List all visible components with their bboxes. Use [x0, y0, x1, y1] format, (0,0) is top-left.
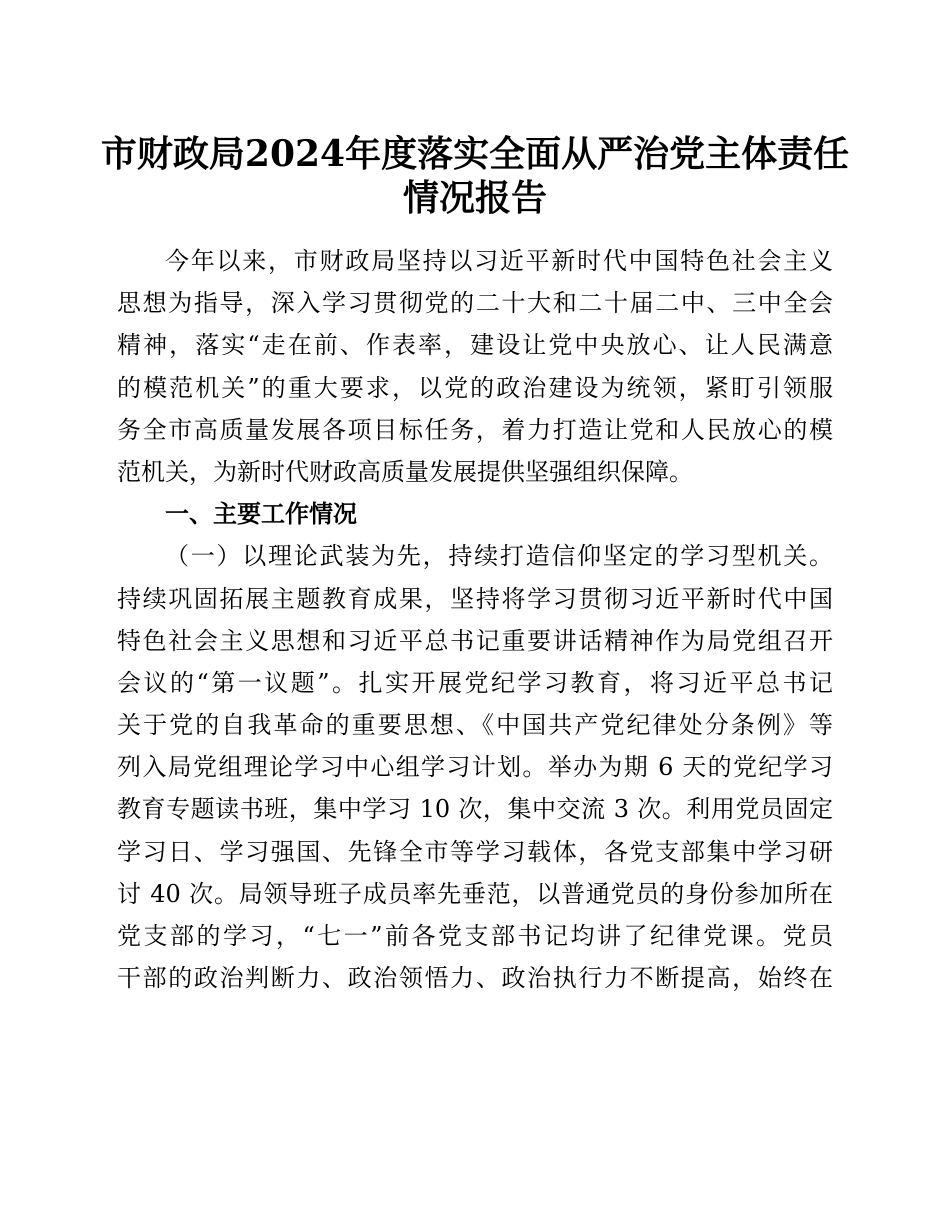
body-line: 会议的“第一议题”。扎实开展党纪学习教育，将习近平总书记 — [117, 668, 833, 697]
body-line: 学习日、学习强国、先锋全市等学习载体，各党支部集中学习研 — [117, 837, 833, 866]
body-line: 讨 40 次。局领导班子成员率先垂范，以普通党员的身份参加所在 — [117, 879, 833, 908]
body-line: 思想为指导，深入学习贯彻党的二十大和二十届二中、三中全会 — [117, 289, 833, 318]
subsection-heading-line: （一）以理论武装为先，持续打造信仰坚定的学习型机关。 — [165, 542, 833, 571]
body-line: 干部的政治判断力、政治领悟力、政治执行力不断提高，始终在 — [117, 964, 833, 993]
body-line: 今年以来，市财政局坚持以习近平新时代中国特色社会主义 — [165, 247, 833, 275]
body-line: 列入局党组理论学习中心组学习计划。举办为期 6 天的党纪学习 — [117, 753, 833, 782]
body-line: 精神，落实“走在前、作表率，建设让党中央放心、让人民满意 — [117, 331, 833, 360]
body-line: 党支部的学习，“七一”前各党支部书记均讲了纪律党课。党员 — [117, 922, 833, 950]
body-line: 教育专题读书班，集中学习 10 次，集中交流 3 次。利用党员固定 — [117, 795, 833, 824]
body-line: 范机关，为新时代财政高质量发展提供坚强组织保障。 — [117, 457, 693, 486]
document-title — [80, 132, 870, 220]
body-line: 务全市高质量发展各项目标任务，着力打造让党和人民放心的模 — [117, 415, 833, 444]
section-heading: 一、主要工作情况 — [165, 500, 357, 529]
body-line: 关于党的自我革命的重要思想、《中国共产党纪律处分条例》等 — [117, 711, 833, 740]
body-line: 的模范机关”的重大要求，以党的政治建设为统领，紧盯引领服 — [117, 373, 833, 402]
document-body — [117, 240, 833, 999]
body-line: 特色社会主义思想和习近平总书记重要讲话精神作为局党组召开 — [117, 626, 833, 655]
body-line: 持续巩固拓展主题教育成果，坚持将学习贯彻习近平新时代中国 — [117, 584, 833, 613]
title-line-1: 市财政局2024年度落实全面从严治党主体责任 — [100, 133, 850, 175]
title-line-2: 情况报告 — [402, 177, 547, 219]
